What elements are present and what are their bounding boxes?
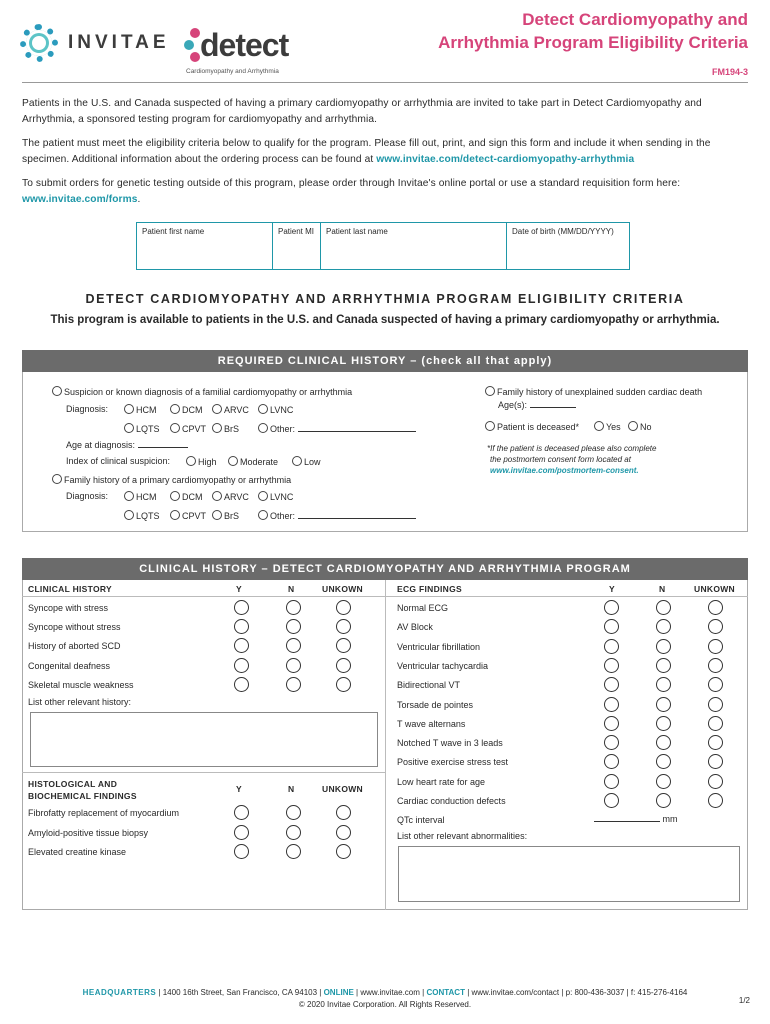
history-row-n-radio[interactable] xyxy=(286,658,301,673)
page-number: 1/2 xyxy=(738,996,750,1005)
history-row-label: Congenital deafness xyxy=(28,660,111,671)
copyright: © 2020 Invitae Corporation. All Rights Reserved. xyxy=(298,1000,472,1009)
col-ecg-findings: ECG FINDINGS xyxy=(397,584,462,594)
histo-row-unknown-radio[interactable] xyxy=(336,825,351,840)
qtc-label: QTc interval xyxy=(397,815,445,825)
ecg-row-label: Bidirectional VT xyxy=(397,680,461,691)
col-y-left: Y xyxy=(236,584,242,594)
radio-icon xyxy=(52,386,62,396)
ecg-row-unknown-radio[interactable] xyxy=(708,716,723,731)
ecg-row-label: Normal ECG xyxy=(397,603,449,613)
lvnc-option-2[interactable]: LVNC xyxy=(258,491,293,502)
ecg-row-label: Ventricular tachycardia xyxy=(397,660,489,671)
ecg-row-y-radio[interactable] xyxy=(604,735,619,750)
histo-row-label: Elevated creatine kinase xyxy=(28,847,127,857)
col-n-left: N xyxy=(288,584,295,594)
lqts-option-1[interactable]: LQTS xyxy=(124,423,160,434)
hcm-option-2[interactable]: HCM xyxy=(124,491,157,502)
ecg-row-n-radio[interactable] xyxy=(656,735,671,750)
other-ecg-textarea[interactable] xyxy=(398,846,740,902)
col-unknown-left: UNKOWN xyxy=(322,584,363,594)
brs-option-2[interactable]: BrS xyxy=(212,510,239,521)
familial-diagnosis-option[interactable]: Suspicion or known diagnosis of a familial cardiomyopathy or arrhythmia xyxy=(52,386,352,397)
patient-info-table xyxy=(136,222,630,270)
dcm-option-2[interactable]: DCM xyxy=(170,491,203,502)
ecg-row-n-radio[interactable] xyxy=(656,716,671,731)
histo-header: HISTOLOGICAL AND BIOCHEMICAL FINDINGS xyxy=(28,779,137,801)
form-id: FM194-3 xyxy=(711,67,748,77)
history-row-n-radio[interactable] xyxy=(286,677,301,692)
histo-row-n-radio[interactable] xyxy=(286,805,301,820)
arvc-option-2[interactable]: ARVC xyxy=(212,491,249,502)
ecg-row-unknown-radio[interactable] xyxy=(708,697,723,712)
section-title: DETECT CARDIOMYOPATHY AND ARRHYTHMIA PROGRAM ELIGIBILITY CRITERIA xyxy=(85,292,685,306)
detect-tagline: Cardiomyopathy and Arrhythmia xyxy=(186,68,279,75)
history-row-label: Syncope without stress xyxy=(28,622,121,633)
histo-divider xyxy=(22,772,386,773)
ecg-row-label: Ventricular fibrillation xyxy=(397,641,481,652)
ecg-row-label: T wave alternans xyxy=(397,718,466,729)
patient-first-name-field[interactable]: Patient first name xyxy=(142,227,205,236)
col-clinical-history: CLINICAL HISTORY xyxy=(28,584,112,594)
histo-row-label: Amyloid-positive tissue biopsy xyxy=(28,827,149,838)
list-other-ecg-label: List other relevant abnormalities: xyxy=(397,831,528,841)
ecg-row-label: Cardiac conduction defects xyxy=(397,796,506,806)
ecg-row-y-radio[interactable] xyxy=(604,793,619,808)
diagnosis-label-1: Diagnosis: xyxy=(66,404,109,414)
other-history-textarea[interactable] xyxy=(30,712,378,767)
ecg-row-y-radio[interactable] xyxy=(604,697,619,712)
required-history-bar: REQUIRED CLINICAL HISTORY – (check all that apply) xyxy=(22,350,748,372)
history-row-y-radio[interactable] xyxy=(234,658,249,673)
low-option[interactable]: Low xyxy=(292,456,321,467)
invitae-wordmark: INVITAE xyxy=(68,32,170,53)
brs-option-1[interactable]: BrS xyxy=(212,423,239,434)
cpvt-option-1[interactable]: CPVT xyxy=(170,423,206,434)
footer-contact: HEADQUARTERS | 1400 16th Street, San Francisco, CA 94103 | ONLINE | www.invitae.com | CONTACT | www.invitae.com/contact | p: 800-436-3037 | f: 415-276-4164 xyxy=(82,988,688,997)
other-option-2[interactable]: Other: xyxy=(258,510,416,521)
history-row-unknown-radio[interactable] xyxy=(336,600,351,615)
ecg-row-n-radio[interactable] xyxy=(656,658,671,673)
history-row-unknown-radio[interactable] xyxy=(336,677,351,692)
ecg-row-unknown-radio[interactable] xyxy=(708,774,723,789)
hcm-option-1[interactable]: HCM xyxy=(124,404,157,415)
histo-row-y-radio[interactable] xyxy=(234,825,249,840)
ecg-row-y-radio[interactable] xyxy=(604,658,619,673)
page-title: Detect Cardiomyopathy and Arrhythmia Program Eligibility Criteria xyxy=(438,10,748,52)
history-row-n-radio[interactable] xyxy=(286,600,301,615)
intro-paragraph-2: The patient must meet the eligibility criteria below to qualify for the program. Please fill out, print, and sign this form and include it when sending in the specimen. Additional information about the ordering process can be found at www.invitae.com/detect-cardiomyopathy-arrhythmia xyxy=(22,138,711,165)
histo-col-y: Y xyxy=(236,784,242,794)
histo-row-unknown-radio[interactable] xyxy=(336,844,351,859)
history-row-label: Skeletal muscle weakness xyxy=(28,679,134,690)
history-row-label: Syncope with stress xyxy=(28,603,109,613)
ecg-row-y-radio[interactable] xyxy=(604,774,619,789)
list-other-history-label: List other relevant history: xyxy=(28,697,132,707)
patient-last-name-field[interactable]: Patient last name xyxy=(321,223,507,270)
section-subtitle: This program is available to patients in the U.S. and Canada suspected of having a primary cardiomyopathy or arrhythmia. xyxy=(50,314,720,326)
detect-logo xyxy=(184,26,288,75)
moderate-option[interactable]: Moderate xyxy=(228,456,278,467)
ecg-row-y-radio[interactable] xyxy=(604,716,619,731)
clinical-history-bar: CLINICAL HISTORY – DETECT CARDIOMYOPATHY AND ARRHYTHMIA PROGRAM xyxy=(22,558,748,580)
deceased-note: *If the patient is deceased please also complete the postmortem consent form located at www.invitae.com/postmortem-consent. xyxy=(487,444,657,475)
dcm-option-1[interactable]: DCM xyxy=(170,404,203,415)
histo-col-unknown: UNKOWN xyxy=(322,784,363,794)
invitae-logo xyxy=(20,24,170,62)
index-suspicion-label: Index of clinical suspicion: xyxy=(66,456,171,466)
ecg-row-unknown-radio[interactable] xyxy=(708,735,723,750)
deceased-no-option[interactable]: No xyxy=(628,421,652,432)
intro-paragraph-3: To submit orders for genetic testing outside of this program, please order through Invitae's online portal or use a standard requisition form here: www.invitae.com/forms. xyxy=(22,178,681,205)
sudden-death-option[interactable]: Family history of unexplained sudden cardiac death xyxy=(485,386,702,397)
history-row-y-radio[interactable] xyxy=(234,677,249,692)
qtc-field[interactable]: mm xyxy=(594,814,678,824)
footer-online-link[interactable]: www.invitae.com xyxy=(360,988,420,997)
helix-icon xyxy=(184,26,200,64)
ecg-row-label: Torsade de pointes xyxy=(397,699,474,710)
intro-paragraph-1: Patients in the U.S. and Canada suspected of having a primary cardiomyopathy or arrhythmia are invited to take part in Detect Cardiomyopathy and Arrhythmia, a sponsored testing program for cardiomyopathy and arrhythmia. xyxy=(22,98,702,125)
postmortem-link[interactable]: www.invitae.com/postmortem-consent. xyxy=(490,466,639,475)
date-of-birth-field[interactable]: Date of birth (MM/DD/YYYY) xyxy=(507,223,630,270)
ecg-row-unknown-radio[interactable] xyxy=(708,658,723,673)
history-row-label: History of aborted SCD xyxy=(28,641,121,652)
histo-row-n-radio[interactable] xyxy=(286,844,301,859)
family-history-option[interactable]: Family history of a primary cardiomyopathy or arrhythmia xyxy=(52,474,291,485)
ecg-row-y-radio[interactable] xyxy=(604,639,619,654)
col-unknown-right: UNKOWN xyxy=(694,584,735,594)
histo-row-y-radio[interactable] xyxy=(234,844,249,859)
patient-mi-field[interactable]: Patient MI xyxy=(273,223,321,270)
diagnosis-label-2: Diagnosis: xyxy=(66,491,109,501)
ages-field[interactable]: Age(s): xyxy=(498,400,576,410)
header-divider xyxy=(22,82,748,83)
histo-row-y-radio[interactable] xyxy=(234,805,249,820)
ecg-row-unknown-radio[interactable] xyxy=(708,793,723,808)
history-row-y-radio[interactable] xyxy=(234,600,249,615)
detect-wordmark: detect xyxy=(200,27,289,63)
column-divider xyxy=(385,580,386,910)
col-y-right: Y xyxy=(609,584,615,594)
other-option-1[interactable]: Other: xyxy=(258,423,416,434)
histo-row-label: Fibrofatty replacement of myocardium xyxy=(28,808,180,818)
ecg-row-y-radio[interactable] xyxy=(604,600,619,615)
age-at-diagnosis[interactable]: Age at diagnosis: xyxy=(66,440,188,450)
ecg-row-n-radio[interactable] xyxy=(656,793,671,808)
detect-program-link[interactable]: www.invitae.com/detect-cardiomyopathy-arrhythmia xyxy=(376,154,635,165)
histo-row-unknown-radio[interactable] xyxy=(336,805,351,820)
footer-contact-link[interactable]: www.invitae.com/contact xyxy=(471,988,560,997)
ecg-row-label: Low heart rate for age xyxy=(397,776,486,787)
lvnc-option-1[interactable]: LVNC xyxy=(258,404,293,415)
ecg-row-label: Positive exercise stress test xyxy=(397,757,509,768)
ecg-row-unknown-radio[interactable] xyxy=(708,639,723,654)
patient-deceased-option[interactable]: Patient is deceased* xyxy=(485,421,579,432)
ecg-row-n-radio[interactable] xyxy=(656,774,671,789)
ecg-row-unknown-radio[interactable] xyxy=(708,600,723,615)
invitae-ring-icon xyxy=(20,24,58,62)
ecg-row-n-radio[interactable] xyxy=(656,600,671,615)
high-option[interactable]: High xyxy=(186,456,217,467)
histo-row-n-radio[interactable] xyxy=(286,825,301,840)
cpvt-option-2[interactable]: CPVT xyxy=(170,510,206,521)
arvc-option-1[interactable]: ARVC xyxy=(212,404,249,415)
histo-col-n: N xyxy=(288,784,295,794)
ecg-row-n-radio[interactable] xyxy=(656,697,671,712)
deceased-yes-option[interactable]: Yes xyxy=(594,421,621,432)
ecg-row-label: Notched T wave in 3 leads xyxy=(397,738,503,749)
lqts-option-2[interactable]: LQTS xyxy=(124,510,160,521)
forms-link[interactable]: www.invitae.com/forms xyxy=(22,194,138,205)
ecg-row-label: AV Block xyxy=(397,622,433,633)
history-row-unknown-radio[interactable] xyxy=(336,658,351,673)
ecg-row-n-radio[interactable] xyxy=(656,639,671,654)
col-n-right: N xyxy=(659,584,666,594)
